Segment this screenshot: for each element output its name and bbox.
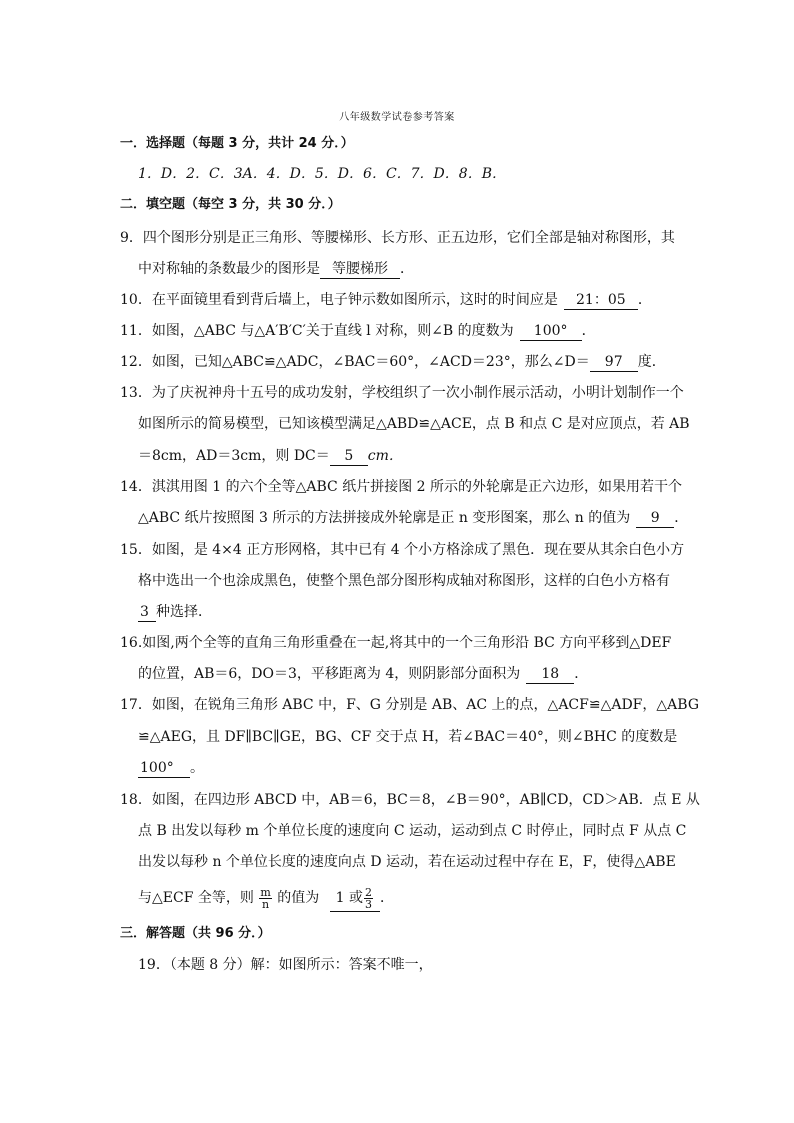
q18-line4	[138, 884, 698, 912]
q18-frac2-num: 2	[365, 885, 373, 899]
q13-line2: 如图所示的简易模型，已知该模型满足△ABD≌△ACE，点 B 和点 C 是对应顶点，若 AB	[138, 416, 690, 432]
q14-text: △ABC 纸片按照图 3 所示的方法拼接成外轮廓是正 n 变形图案，那么 n 的值为	[138, 510, 631, 526]
q18-answer-fraction	[364, 887, 373, 910]
q18-frac1-num: m	[260, 885, 271, 899]
q18-answer-text: 1 或	[335, 890, 364, 906]
q12-text: 12．如图，已知△ABC≌△ADC，∠BAC＝60°，∠ACD＝23°，那么∠D＝	[120, 354, 590, 370]
q11-text: 11．如图，△ABC 与△A′B′C′关于直线 l 对称，则∠B 的度数为	[120, 323, 514, 339]
q13-answer: 5	[330, 447, 368, 466]
q11-answer: 100°	[520, 322, 582, 341]
q13-end: cm．	[367, 448, 403, 464]
q16-line2	[138, 664, 698, 684]
q17-answer: 100°	[138, 759, 190, 778]
q18-line1: 18．如图，在四边形 ABCD 中，AB＝6，BC＝8，∠B＝90°，AB∥CD，CD＞AB．点 E 从	[120, 792, 700, 808]
q9-end: ．	[400, 261, 414, 277]
q13-line3	[138, 446, 698, 466]
q15-end: 种选择．	[156, 604, 212, 620]
q11-line	[120, 321, 680, 341]
q14-end: ．	[674, 510, 689, 526]
section-heading-choice: 一．选择题（每题 3 分，共计 24 分．）	[120, 136, 354, 151]
q9-line2	[138, 259, 698, 279]
q14-answer: 9	[636, 509, 674, 528]
q17-line2: ≌△AEG，且 DF∥BC∥GE，BG、CF 交于点 H，若∠BAC＝40°，则∠BHC 的度数是	[138, 729, 678, 745]
section-heading-fill: 二．填空题（每空 3 分，共 30 分．）	[120, 197, 341, 212]
q10-text: 10．在平面镜里看到背后墙上，电子钟示数如图所示，这时的时间应是	[120, 292, 558, 308]
q15-line3	[138, 602, 698, 622]
q18-text2: 的值为	[277, 890, 320, 906]
q18-answer	[330, 885, 380, 912]
q18-line3: 出发以每秒 n 个单位长度的速度向点 D 运动，若在运动过程中存在 E，F，使得△ABE	[138, 854, 676, 870]
q9-text: 中对称轴的条数最少的图形是	[138, 261, 320, 277]
q13-line1: 13．为了庆祝神舟十五号的成功发射，学校组织了一次小制作展示活动，小明计划制作一个	[120, 385, 684, 401]
q18-fraction-m-over-n	[259, 887, 271, 910]
q11-end: ．	[581, 323, 596, 339]
page-title: 八年级数学试卷参考答案	[339, 112, 455, 123]
q12-answer: 97	[590, 353, 638, 372]
q17-line1: 17．如图，在锐角三角形 ABC 中，F、G 分别是 AB、AC 上的点，△ACF≌△ADF，△ABG	[120, 697, 700, 713]
q10-end: ．	[637, 292, 652, 308]
q9-line1: 9．四个图形分别是正三角形、等腰梯形、长方形、正五边形，它们全部是轴对称图形，其	[120, 230, 675, 246]
q18-text: 与△ECF 全等，则	[138, 890, 254, 906]
choice-answers: 1．D．2．C．3A．4．D．5．D．6．C．7．D．8．B．	[138, 166, 506, 182]
section-heading-solve: 三．解答题（共 96 分．）	[120, 926, 271, 941]
q18-frac2-den: 3	[365, 897, 373, 911]
q10-answer: 21：05	[564, 291, 638, 310]
q17-end: 。	[190, 760, 204, 776]
q10-line	[120, 290, 680, 310]
q18-line2: 点 B 出发以每秒 m 个单位长度的速度向 C 运动，运动到点 C 时停止，同时点 F 从点 C	[138, 823, 687, 839]
q16-line1: 16.如图,两个全等的直角三角形重叠在一起,将其中的一个三角形沿 BC 方向平移到△DEF	[120, 635, 672, 651]
q16-answer: 18	[526, 665, 574, 684]
q15-answer: 3	[138, 603, 156, 622]
q14-line1: 14．淇淇用图 1 的六个全等△ABC 纸片拼接图 2 所示的外轮廓是正六边形，如果用若干个	[120, 479, 683, 495]
q18-end: ．	[380, 890, 395, 906]
q19-line: 19．（本题 8 分）解：如图所示：答案不唯一，	[138, 957, 433, 973]
q9-answer: 等腰梯形	[320, 260, 400, 279]
q14-line2	[138, 508, 698, 528]
q13-text: ＝8cm，AD＝3cm，则 DC＝	[138, 448, 330, 464]
q12-end: 度．	[637, 354, 666, 370]
q18-frac1-den: n	[262, 897, 270, 911]
q16-text: 的位置，AB＝6，DO＝3，平移距离为 4，则阴影部分面积为	[138, 666, 521, 682]
q12-line	[120, 352, 680, 372]
q16-end: ．	[574, 666, 589, 682]
q15-line2: 格中选出一个也涂成黑色，使整个黑色部分图形构成轴对称图形，这样的白色小方格有	[138, 573, 670, 589]
q15-line1: 15．如图，是 4×4 正方形网格，其中已有 4 个小方格涂成了黑色．现在要从其余白色小方	[120, 542, 685, 558]
q17-line3	[138, 758, 698, 778]
